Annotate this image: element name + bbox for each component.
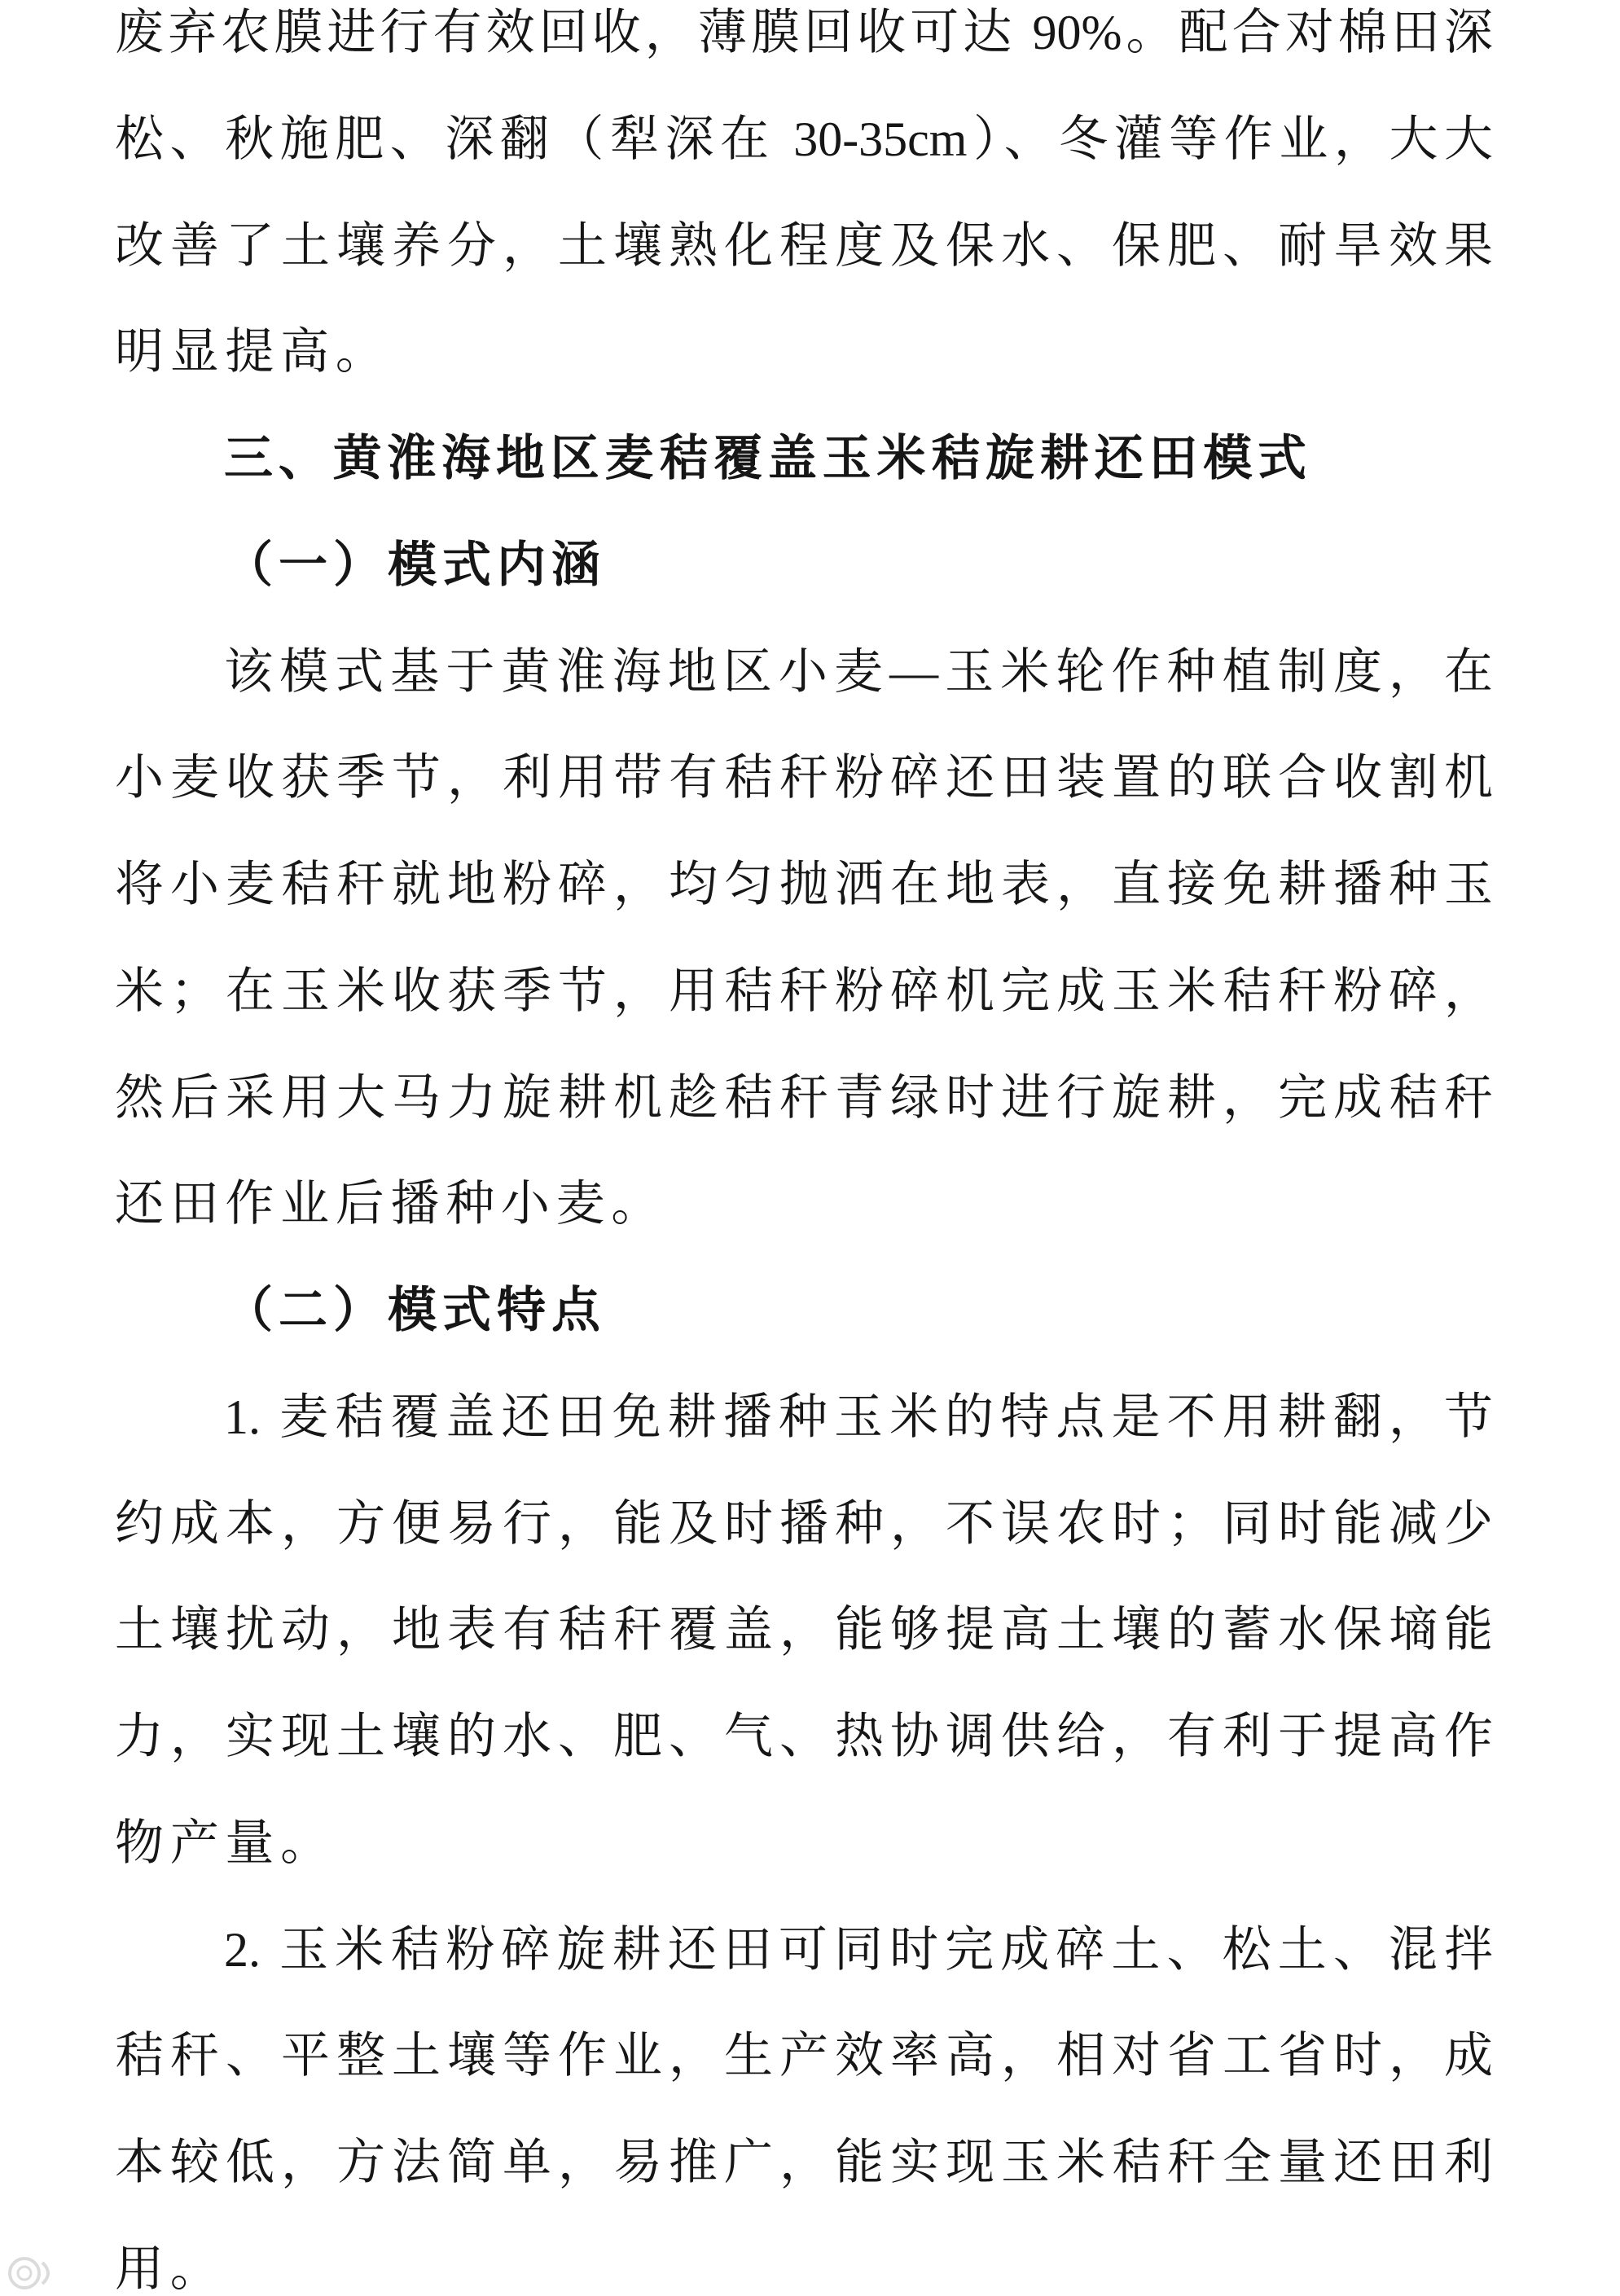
list-item-line: 2. 玉米秸粉碎旋耕还田可同时完成碎土、松土、混拌	[224, 1923, 1493, 1977]
paragraph-line: 将小麦秸秆就地粉碎，均匀抛洒在地表，直接免耕播种玉	[115, 858, 1493, 911]
list-item-line: 土壤扰动，地表有秸秆覆盖，能够提高土壤的蓄水保墒能	[115, 1603, 1493, 1657]
paragraph-line: 明显提高。	[115, 325, 391, 379]
paragraph-line: 该模式基于黄淮海地区小麦—玉米轮作种植制度，在	[224, 645, 1493, 699]
list-item-line: 物产量。	[115, 1816, 336, 1870]
list-item-line: 本较低，方法简单，易推广，能实现玉米秸秆全量还田利	[115, 2136, 1493, 2189]
list-item-line: 约成本，方便易行，能及时播种，不误农时；同时能减少	[115, 1497, 1493, 1551]
list-item-line: 1. 麦秸覆盖还田免耕播种玉米的特点是不用耕翻，节	[224, 1390, 1493, 1444]
section-heading: 三、黄淮海地区麦秸覆盖玉米秸旋耕还田模式	[224, 430, 1306, 487]
paragraph-line: 改善了土壤养分，土壤熟化程度及保水、保肥、耐旱效果	[115, 219, 1493, 273]
list-item-line: 秸秆、平整土壤等作业，生产效率高，相对省工省时，成	[115, 2029, 1493, 2083]
paragraph-line: 废弃农膜进行有效回收，薄膜回收可达 90%。配合对棉田深	[115, 6, 1493, 59]
paragraph-line: 还田作业后播种小麦。	[115, 1177, 666, 1231]
subsection-heading: （二）模式特点	[224, 1284, 600, 1337]
paragraph-line: 米；在玉米收获季节，用秸秆粉碎机完成玉米秸秆粉碎，	[115, 964, 1493, 1018]
list-item-line: 用。	[115, 2242, 226, 2296]
list-item-line: 力，实现土壤的水、肥、气、热协调供给，有利于提高作	[115, 1710, 1493, 1763]
watermark-logo-icon	[7, 2254, 59, 2292]
paragraph-line: 然后采用大马力旋耕机趁秸秆青绿时进行旋耕，完成秸秆	[115, 1071, 1493, 1125]
paragraph-line: 松、秋施肥、深翻（犁深在 30-35cm）、冬灌等作业，大大	[115, 112, 1493, 166]
subsection-heading: （一）模式内涵	[224, 538, 600, 592]
paragraph-line: 小麦收获季节，利用带有秸秆粉碎还田装置的联合收割机	[115, 751, 1493, 805]
